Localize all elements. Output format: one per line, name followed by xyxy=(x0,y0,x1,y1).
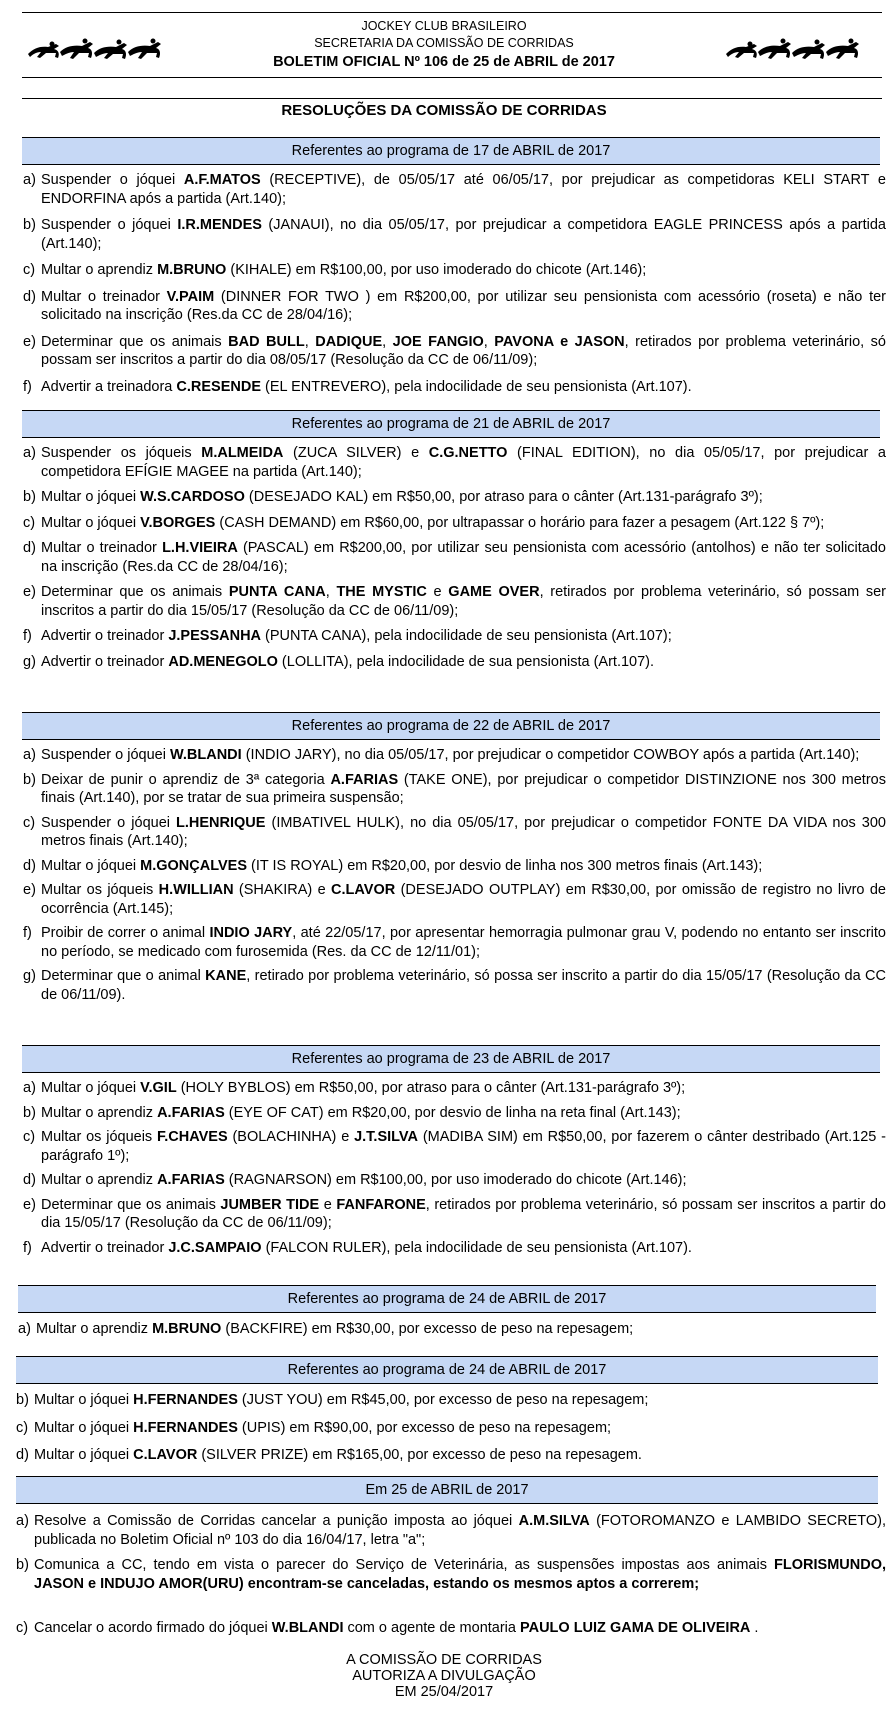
list-item xyxy=(0,746,888,765)
list-item xyxy=(0,333,888,370)
text-fragment: (LOLLITA), pela indocilidade de sua pensionista (Art.107). xyxy=(277,653,655,670)
highlighted-name: J.T.SILVA xyxy=(354,1129,418,1145)
highlighted-name: V.PAIM xyxy=(166,288,215,305)
item-text xyxy=(34,1446,886,1465)
text-fragment: , xyxy=(483,333,495,350)
text-fragment: , xyxy=(325,584,337,600)
item-text xyxy=(34,1512,886,1549)
highlighted-name: THE MYSTIC xyxy=(336,584,427,600)
text-fragment: Advertir o treinador xyxy=(41,653,169,670)
highlighted-name: A.M.SILVA xyxy=(518,1513,590,1529)
text-fragment: Multar o jóquei xyxy=(41,489,141,505)
text-fragment: (HOLY BYBLOS) em R$50,00, por atraso para o cânter (Art.131-parágrafo 3º); xyxy=(176,1080,686,1096)
item-text xyxy=(41,814,886,851)
section-heading: Referentes ao programa de 24 de ABRIL de 2017 xyxy=(16,1356,878,1384)
text-fragment: (RECEPTIVE), de 05/05/17 até 06/05/17, por prejudicar as competidoras KELI START e ENDORFINA após a partida (Art.140); xyxy=(41,172,886,207)
resolution-list xyxy=(0,1391,888,1465)
signature-line: A COMISSÃO DE CORRIDAS xyxy=(346,1652,542,1668)
highlighted-name: M.BRUNO xyxy=(157,262,227,278)
highlighted-name: V.GIL xyxy=(140,1080,177,1096)
list-item xyxy=(0,171,888,208)
item-text xyxy=(41,1196,886,1233)
highlighted-name: FLORISMUNDO, JASON e INDUJO AMOR(URU) encontram-se canceladas, estando os mesmos aptos a correrem; xyxy=(34,1557,886,1592)
highlighted-name: H.WILLIAN xyxy=(158,882,234,898)
item-text xyxy=(41,746,886,765)
item-letter: d) xyxy=(23,857,36,874)
text-fragment: Deixar de punir o aprendiz de 3ª categoria xyxy=(41,771,331,788)
list-item xyxy=(0,1239,888,1258)
item-text xyxy=(36,1320,886,1339)
item-text xyxy=(41,288,886,325)
text-fragment: Determinar que os animais xyxy=(41,1196,221,1213)
text-fragment: , retirados por problema veterinário, só possam ser inscritos a partir do dia 15/05/17 (Resolução da CC de 06/11/09); xyxy=(41,584,887,619)
text-fragment: (SHAKIRA) e xyxy=(233,882,332,898)
list-item xyxy=(0,924,888,961)
text-fragment: Multar o aprendiz xyxy=(41,1172,158,1188)
highlighted-name: H.FERNANDES xyxy=(133,1419,238,1436)
item-letter: d) xyxy=(23,288,36,305)
text-fragment: Suspender os jóqueis xyxy=(41,445,202,461)
highlighted-name: V.BORGES xyxy=(140,514,216,531)
list-item xyxy=(0,583,888,620)
text-fragment: (ZUCA SILVER) e xyxy=(283,445,429,461)
section-em-25-abril xyxy=(0,1476,888,1638)
item-letter: f) xyxy=(23,1239,32,1256)
item-letter: a) xyxy=(23,1080,36,1096)
text-fragment: , xyxy=(382,333,393,350)
item-letter: f) xyxy=(23,378,32,395)
text-fragment: Advertir o treinador xyxy=(41,1239,169,1256)
highlighted-name: J.C.SAMPAIO xyxy=(168,1239,262,1256)
resolution-list xyxy=(0,171,888,396)
item-text xyxy=(41,1079,886,1098)
text-fragment: , até 22/05/17, por apresentar hemorragia pulmonar grau V, podendo no entanto ser inscrito no período, se medicado com furosemida (Res. da CC de 12/11/01); xyxy=(41,925,886,960)
department-name: SECRETARIA DA COMISSÃO DE CORRIDAS xyxy=(314,36,574,50)
highlighted-name: KANE xyxy=(205,968,247,984)
text-fragment: com o agente de montaria xyxy=(343,1620,520,1636)
text-fragment: (INDIO JARY), no dia 05/05/17, por prejudicar o competidor COWBOY após a partida (Art.140); xyxy=(241,747,860,763)
text-fragment: Advertir a treinadora xyxy=(41,378,177,395)
text-fragment: Multar o jóquei xyxy=(34,1392,134,1408)
text-fragment: (IMBATIVEL HULK), no dia 05/05/17, por prejudicar o competidor FONTE DA VIDA nos 300 metros finais (Art.140); xyxy=(41,814,886,849)
item-text xyxy=(41,857,886,876)
text-fragment: (IT IS ROYAL) em R$20,00, por desvio de linha nos 300 metros finais (Art.143); xyxy=(247,857,763,874)
item-letter: a) xyxy=(23,172,36,188)
list-item xyxy=(0,1419,888,1438)
section-heading: Referentes ao programa de 21 de ABRIL de 2017 xyxy=(22,410,880,438)
resolution-list xyxy=(0,1320,888,1339)
item-letter: f) xyxy=(23,628,32,644)
item-letter: c) xyxy=(23,1129,36,1145)
highlighted-name: L.HENRIQUE xyxy=(176,814,266,831)
text-fragment: Multar os jóqueis xyxy=(41,882,159,898)
highlighted-name: J.PESSANHA xyxy=(168,628,262,644)
list-item xyxy=(0,1104,888,1123)
item-letter: a) xyxy=(23,445,36,461)
list-item xyxy=(0,444,888,481)
list-item xyxy=(0,1320,888,1339)
text-fragment: (FINAL EDITION), no dia 05/05/17, por prejudicar a competidora EFÍGIE MAGEE na partida (Art.140); xyxy=(41,445,886,480)
list-item xyxy=(0,539,888,576)
bulletin-title: BOLETIM OFICIAL Nº 106 de 25 de ABRIL de 2017 xyxy=(273,54,615,70)
text-fragment: (EL ENTREVERO), pela indocilidade de seu pensionista (Art.107). xyxy=(261,378,692,395)
highlighted-name: GAME OVER xyxy=(448,584,540,600)
text-fragment: Cancelar o acordo firmado do jóquei xyxy=(34,1620,272,1636)
highlighted-name: M.GONÇALVES xyxy=(140,857,248,874)
highlighted-name: C.RESENDE xyxy=(176,378,262,395)
item-letter: f) xyxy=(23,925,32,941)
list-item xyxy=(0,1196,888,1233)
section-programa-17-abril xyxy=(0,137,888,396)
section-heading: Em 25 de ABRIL de 2017 xyxy=(16,1476,878,1504)
item-text xyxy=(41,216,886,253)
item-letter: g) xyxy=(23,653,36,670)
item-text xyxy=(41,444,886,481)
text-fragment: Multar os jóqueis xyxy=(41,1129,157,1145)
section-programa-21-abril xyxy=(0,410,888,671)
list-item xyxy=(0,288,888,325)
list-item xyxy=(0,881,888,918)
text-fragment: Suspender o jóquei xyxy=(41,747,170,763)
text-fragment: Advertir o treinador xyxy=(41,628,169,644)
highlighted-name: C.LAVOR xyxy=(331,882,396,898)
resolution-list xyxy=(0,746,888,1004)
header-bottom-rule xyxy=(22,77,882,78)
text-fragment: (FOTOROMANZO e LAMBIDO SECRETO), publicada no Boletim Oficial nº 103 do dia 16/04/17, letra "a"; xyxy=(34,1513,886,1548)
text-fragment: (RAGNARSON) em R$100,00, por uso imoderado do chicote (Art.146); xyxy=(224,1172,687,1188)
item-text xyxy=(34,1556,886,1593)
text-fragment: , retirado por problema veterinário, só possa ser inscrito a partir do dia 15/05/17 (Resolução da CC de 06/11/09). xyxy=(41,968,886,1003)
item-letter: d) xyxy=(23,1172,36,1188)
item-letter: e) xyxy=(23,584,36,600)
text-fragment: Multar o jóquei xyxy=(41,857,141,874)
section-heading: Referentes ao programa de 17 de ABRIL de 2017 xyxy=(22,137,880,165)
list-item xyxy=(0,514,888,533)
item-letter: d) xyxy=(16,1447,29,1463)
list-item xyxy=(0,1171,888,1190)
text-fragment: (FALCON RULER), pela indocilidade de seu pensionista (Art.107). xyxy=(261,1239,692,1256)
text-fragment: e xyxy=(426,584,449,600)
text-fragment: (JUST YOU) em R$45,00, por excesso de peso na repesagem; xyxy=(237,1392,649,1408)
highlighted-name: M.ALMEIDA xyxy=(201,445,284,461)
item-text xyxy=(41,261,886,280)
item-text xyxy=(41,378,886,397)
text-fragment: Determinar que os animais xyxy=(41,333,229,350)
item-text xyxy=(41,967,886,1004)
item-letter: b) xyxy=(23,217,36,233)
text-fragment: , retirados por problema veterinário, só possam ser inscritos a partir do dia 15/05/17 (Resolução da CC de 06/11/09); xyxy=(41,1196,886,1231)
list-item xyxy=(0,1391,888,1410)
text-fragment: Multar o aprendiz xyxy=(36,1321,153,1337)
text-fragment: Suspender o jóquei xyxy=(41,814,177,831)
item-text xyxy=(41,881,886,918)
item-text xyxy=(41,771,886,808)
text-fragment: (KIHALE) em R$100,00, por uso imoderado do chicote (Art.146); xyxy=(226,262,647,278)
text-fragment: Multar o aprendiz xyxy=(41,262,158,278)
highlighted-name: F.CHAVES xyxy=(157,1129,228,1145)
item-text xyxy=(41,1104,886,1123)
item-text xyxy=(41,1171,886,1190)
text-fragment: . xyxy=(750,1620,759,1636)
signature-line: AUTORIZA A DIVULGAÇÃO xyxy=(352,1668,536,1684)
section-programa-24-abril-b xyxy=(0,1356,888,1465)
list-item xyxy=(0,261,888,280)
text-fragment: (PASCAL) em R$200,00, por utilizar seu pensionista com acessório (antolhos) e não ter solicitado na inscrição (Res.da CC de 28/04/16); xyxy=(41,540,886,575)
item-text xyxy=(41,514,886,533)
resolution-list xyxy=(0,1079,888,1257)
title-top-rule xyxy=(22,98,882,99)
racing-horses-icon xyxy=(724,36,876,64)
highlighted-name: JUMBER TIDE xyxy=(220,1196,320,1213)
item-letter: b) xyxy=(23,771,36,788)
text-fragment: Multar o jóquei xyxy=(34,1419,134,1436)
item-letter: c) xyxy=(23,814,36,831)
highlighted-name: AD.MENEGOLO xyxy=(168,653,278,670)
section-heading: Referentes ao programa de 22 de ABRIL de 2017 xyxy=(22,712,880,740)
list-item xyxy=(0,771,888,808)
highlighted-name: PAVONA e JASON xyxy=(494,333,625,350)
text-fragment: (CASH DEMAND) em R$60,00, por ultrapassar o horário para fazer a pesagem (Art.122 § 7º); xyxy=(215,514,825,531)
page-title: RESOLUÇÕES DA COMISSÃO DE CORRIDAS xyxy=(281,102,607,119)
header-top-rule xyxy=(22,12,882,13)
highlighted-name: H.FERNANDES xyxy=(133,1392,238,1408)
highlighted-name: FANFARONE xyxy=(336,1196,426,1213)
item-text xyxy=(41,539,886,576)
text-fragment: e xyxy=(319,1196,337,1213)
item-letter: c) xyxy=(16,1620,29,1636)
highlighted-name: W.S.CARDOSO xyxy=(140,489,245,505)
text-fragment: Comunica a CC, tendo em vista o parecer do Serviço de Veterinária, as suspensões impostas aos animais xyxy=(34,1557,775,1573)
highlighted-name: C.G.NETTO xyxy=(428,445,508,461)
list-item xyxy=(0,814,888,851)
list-item xyxy=(0,653,888,672)
text-fragment: (EYE OF CAT) em R$20,00, por desvio de linha na reta final (Art.143); xyxy=(224,1104,681,1121)
highlighted-name: PUNTA CANA xyxy=(228,584,326,600)
text-fragment: Multar o jóquei xyxy=(34,1447,134,1463)
item-letter: d) xyxy=(23,540,36,556)
text-fragment: (BOLACHINHA) e xyxy=(227,1129,355,1145)
item-text xyxy=(41,653,886,672)
text-fragment: Resolve a Comissão de Corridas cancelar a punição imposta ao jóquei xyxy=(34,1513,519,1529)
section-programa-23-abril xyxy=(0,1045,888,1257)
list-item xyxy=(0,857,888,876)
list-item xyxy=(0,1556,888,1593)
highlighted-name: PAULO LUIZ GAMA DE OLIVEIRA xyxy=(520,1620,751,1636)
item-letter: a) xyxy=(23,747,36,763)
text-fragment: (BACKFIRE) em R$30,00, por excesso de peso na repesagem; xyxy=(221,1321,634,1337)
racing-horses-icon xyxy=(26,36,178,64)
text-fragment: (UPIS) em R$90,00, por excesso de peso na repesagem; xyxy=(237,1419,612,1436)
item-letter: c) xyxy=(16,1419,29,1436)
highlighted-name: I.R.MENDES xyxy=(177,217,262,233)
text-fragment: , xyxy=(304,333,316,350)
item-text xyxy=(34,1419,886,1438)
text-fragment: Multar o aprendiz xyxy=(41,1104,158,1121)
item-text xyxy=(41,171,886,208)
item-letter: c) xyxy=(23,262,36,278)
text-fragment: (TAKE ONE), por prejudicar o competidor DISTINZIONE nos 300 metros finais (Art.140), por se tratar de sua primeira suspensão; xyxy=(41,771,886,806)
list-item xyxy=(0,1128,888,1165)
item-letter: e) xyxy=(23,1196,36,1213)
item-letter: e) xyxy=(23,333,36,350)
text-fragment: Determinar que os animais xyxy=(41,584,229,600)
highlighted-name: BAD BULL xyxy=(228,333,305,350)
text-fragment: , retirados por problema veterinário, só possam ser inscritos a partir do dia 08/05/17 (Resolução da CC de 06/11/09); xyxy=(41,333,886,368)
text-fragment: Proibir de correr o animal xyxy=(41,925,210,941)
section-heading: Referentes ao programa de 24 de ABRIL de 2017 xyxy=(18,1285,876,1313)
highlighted-name: C.LAVOR xyxy=(133,1447,198,1463)
text-fragment: Suspender o jóquei xyxy=(41,217,178,233)
list-item xyxy=(0,1619,888,1638)
item-letter: e) xyxy=(23,882,36,898)
section-programa-24-abril-a xyxy=(0,1285,888,1339)
highlighted-name: A.F.MATOS xyxy=(183,172,261,188)
text-fragment: Suspender o jóquei xyxy=(41,172,184,188)
highlighted-name: JOE FANGIO xyxy=(392,333,484,350)
section-programa-22-abril xyxy=(0,712,888,1004)
item-text xyxy=(34,1619,886,1638)
item-letter: a) xyxy=(18,1321,31,1337)
highlighted-name: A.FARIAS xyxy=(157,1104,225,1121)
item-letter: b) xyxy=(23,489,36,505)
text-fragment: Determinar que o animal xyxy=(41,968,206,984)
list-item xyxy=(0,1512,888,1549)
org-name: JOCKEY CLUB BRASILEIRO xyxy=(361,19,527,33)
item-letter: b) xyxy=(23,1104,36,1121)
text-fragment: (MADIBA SIM) em R$50,00, por fazerem o cânter destribado (Art.125 - parágrafo 1º); xyxy=(41,1129,886,1164)
item-letter: g) xyxy=(23,968,36,984)
highlighted-name: A.FARIAS xyxy=(330,771,399,788)
item-text xyxy=(41,333,886,370)
highlighted-name: M.BRUNO xyxy=(152,1321,222,1337)
highlighted-name: W.BLANDI xyxy=(271,1620,344,1636)
text-fragment: Multar o treinador xyxy=(41,540,163,556)
item-text xyxy=(34,1391,886,1410)
list-item xyxy=(0,488,888,507)
list-item xyxy=(0,967,888,1004)
text-fragment: Multar o treinador xyxy=(41,288,167,305)
highlighted-name: INDIO JARY xyxy=(209,925,293,941)
text-fragment: (JANAUI), no dia 05/05/17, por prejudicar a competidora EAGLE PRINCESS após a partida (Art.140); xyxy=(41,217,886,252)
item-text xyxy=(41,1239,886,1258)
section-heading: Referentes ao programa de 23 de ABRIL de 2017 xyxy=(22,1045,880,1073)
item-letter: b) xyxy=(16,1392,29,1408)
item-text xyxy=(41,583,886,620)
item-text xyxy=(41,924,886,961)
item-letter: a) xyxy=(16,1513,29,1529)
list-item xyxy=(0,216,888,253)
text-fragment: (DESEJADO KAL) em R$50,00, por atraso para o cânter (Art.131-parágrafo 3º); xyxy=(244,489,763,505)
resolution-list xyxy=(0,444,888,671)
highlighted-name: A.FARIAS xyxy=(157,1172,225,1188)
item-text xyxy=(41,488,886,507)
signature-line: EM 25/04/2017 xyxy=(394,1684,494,1700)
text-fragment: Multar o jóquei xyxy=(41,514,141,531)
highlighted-name: L.H.VIEIRA xyxy=(162,540,238,556)
list-item xyxy=(0,1446,888,1465)
text-fragment: (SILVER PRIZE) em R$165,00, por excesso de peso na repesagem. xyxy=(197,1447,642,1463)
item-text xyxy=(41,1128,886,1165)
text-fragment: (PUNTA CANA), pela indocilidade de seu pensionista (Art.107); xyxy=(261,628,672,644)
highlighted-name: DADIQUE xyxy=(315,333,383,350)
list-item xyxy=(0,1079,888,1098)
item-text xyxy=(41,627,886,646)
list-item xyxy=(0,378,888,397)
highlighted-name: W.BLANDI xyxy=(170,747,242,763)
item-letter: c) xyxy=(23,514,36,531)
text-fragment: (DESEJADO OUTPLAY) em R$30,00, por omissão de registro no livro de ocorrência (Art.145); xyxy=(41,882,886,917)
list-item xyxy=(0,627,888,646)
item-letter: b) xyxy=(16,1557,29,1573)
text-fragment: (DINNER FOR TWO ) em R$200,00, por utilizar seu pensionista com acessório (roseta) e não ter solicitado na inscrição (Res.da CC de 28/04/16); xyxy=(41,288,886,323)
resolution-list xyxy=(0,1512,888,1638)
text-fragment: Multar o jóquei xyxy=(41,1080,141,1096)
